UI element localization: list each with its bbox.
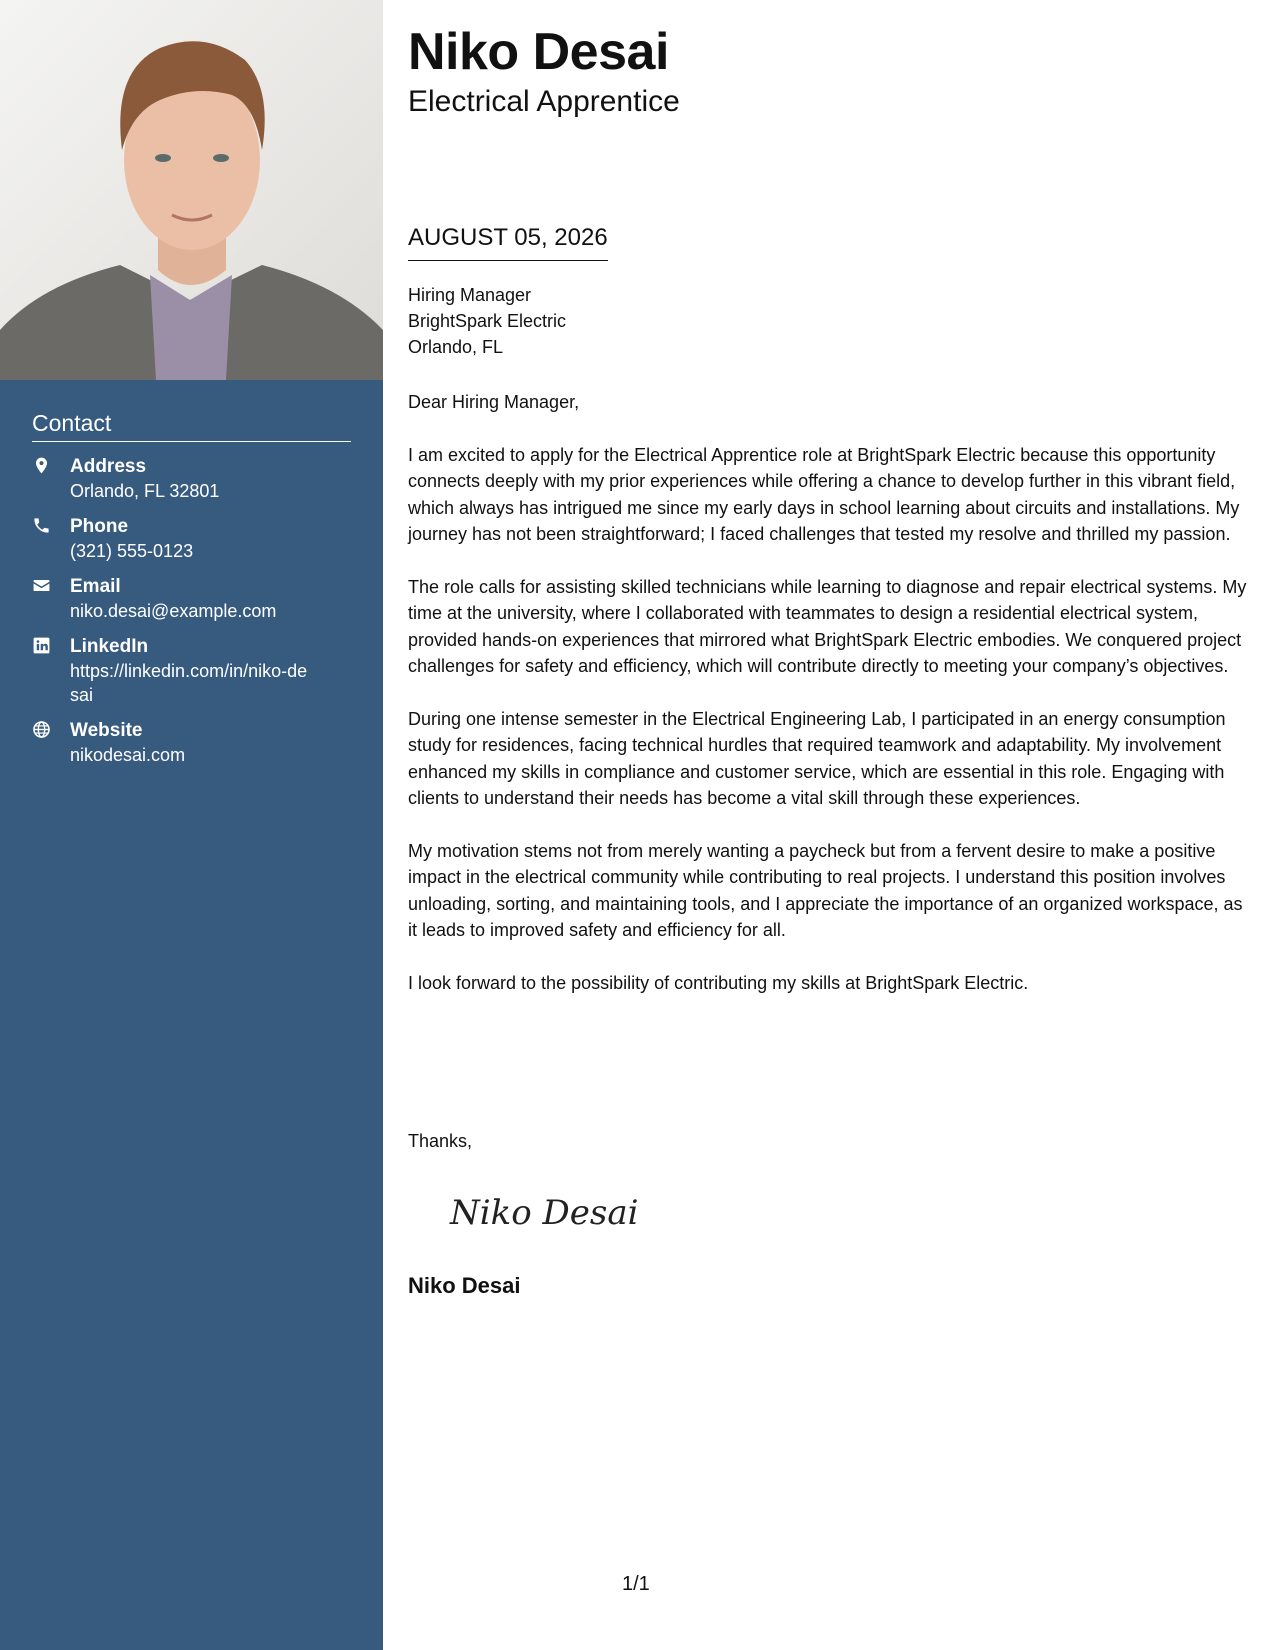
linkedin-link[interactable]: https://linkedin.com/in/niko-desai (70, 661, 308, 705)
website-link[interactable]: nikodesai.com (70, 745, 186, 765)
signed-name: Niko Desai (408, 1273, 521, 1298)
letter-date: AUGUST 05, 2026 (408, 222, 608, 261)
contact-title: Contact (32, 410, 351, 442)
letter-paragraph: My motivation stems not from merely wanting a paycheck but from a fervent desire to make a positive impact in the electrical community while contributing to real projects. I understand this position involves unloading, sorting, and maintaining tools, and I appreciate the importance of an organized workspace, as it leads to improved safety and efficiency for all. (408, 840, 1243, 940)
signature-text: Niko Desai (450, 1193, 638, 1233)
contact-email (32, 574, 351, 623)
email-link[interactable]: niko.desai@example.com (70, 601, 277, 621)
map-pin-icon (32, 454, 70, 503)
linkedin-icon (32, 634, 70, 707)
letter-paragraph: During one intense semester in the Electrical Engineering Lab, I participated in an energy consumption study for residences, facing technical hurdles that required teamwork and adaptability. My involvement enhanced my skills in compliance and customer service, which are essential in this role. Engaging with clients to understand their needs has become a vital skill through these experiences. (408, 708, 1226, 808)
signature (448, 1184, 638, 1249)
letter-paragraph: I am excited to apply for the Electrical Apprentice role at BrightSpark Electric because this opportunity connects deeply with my prior experiences while offering a chance to develop further in this vibrant field, which always has intrigued me since my early days in school learning about circuits and installations. My journey has not been straightforward; I faced challenges that tested my resolve and thrilled my passion. (408, 444, 1240, 544)
envelope-icon (32, 574, 70, 623)
salutation: Dear Hiring Manager, (408, 392, 580, 412)
phone-value[interactable]: (321) 555-0123 (70, 541, 194, 561)
closing: Thanks, (408, 1131, 473, 1151)
letter-paragraph: I look forward to the possibility of contributing my skills at BrightSpark Electric. (408, 972, 1029, 993)
profile-photo (0, 0, 383, 380)
letter-paragraph: The role calls for assisting skilled technicians while learning to diagnose and repair electrical systems. My time at the university, where I collaborated with teammates to design a residential electrical system, provided hands-on experiences that mirrored what BrightSpark Electric embodies. We conquered project challenges for safety and efficiency, which will contribute directly to meeting your company’s objectives. (408, 576, 1247, 676)
contact-linkedin (32, 634, 351, 707)
page-number: 1/1 (622, 1573, 650, 1595)
contact-label: Email (70, 576, 121, 597)
address-value: Orlando, FL 32801 (70, 481, 220, 501)
recipient-line: BrightSpark Electric (408, 311, 567, 331)
applicant-name: Niko Desai (408, 23, 669, 81)
phone-icon (32, 514, 70, 563)
job-title: Electrical Apprentice (408, 85, 680, 118)
contact-label: LinkedIn (70, 636, 149, 657)
recipient-line: Orlando, FL (408, 337, 504, 357)
contact-label: Address (70, 456, 147, 477)
contact-address (32, 454, 351, 503)
contact-label: Phone (70, 516, 129, 537)
recipient-line: Hiring Manager (408, 285, 532, 305)
contact-website (32, 718, 351, 767)
recipient-block (408, 282, 566, 360)
sidebar (0, 0, 383, 1650)
contact-section (32, 410, 351, 778)
letter-content (408, 389, 1248, 1022)
contact-label: Website (70, 720, 143, 741)
globe-icon (32, 718, 70, 767)
contact-phone (32, 514, 351, 563)
